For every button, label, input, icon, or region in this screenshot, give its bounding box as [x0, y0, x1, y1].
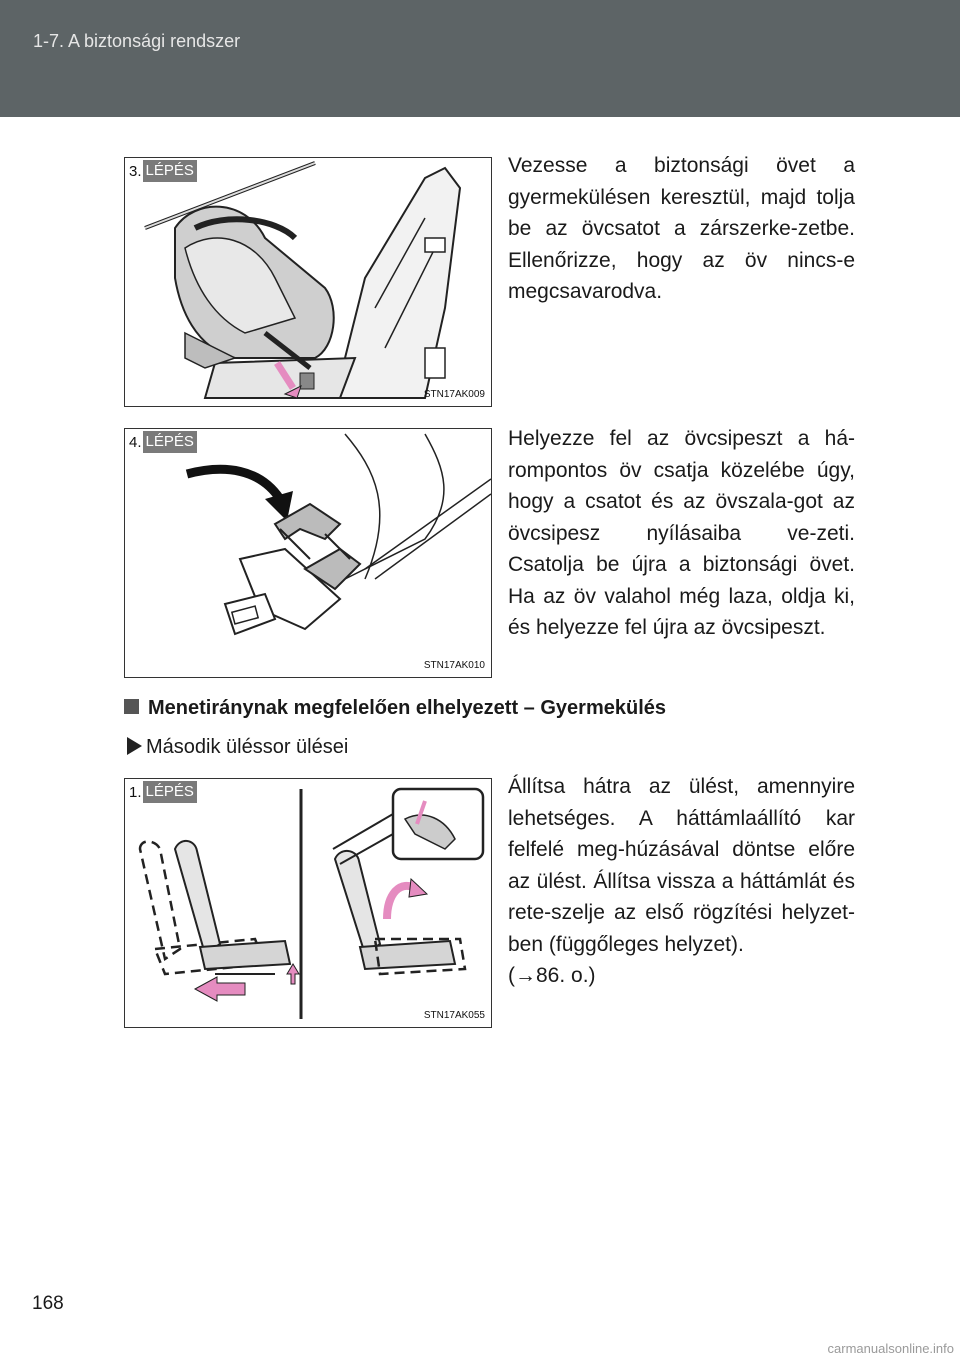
- square-bullet-icon: [124, 699, 139, 714]
- step3-text: Vezesse a biztonsági övet a gyermekülésen keresztül, majd tolja be az övcsatot a zárszerke-zetbe. Ellenőrizze, hogy az öv nincs-e megcsavarodva.: [508, 154, 855, 303]
- step4-illustration: [124, 428, 492, 678]
- section-heading: [124, 697, 666, 720]
- step1-illustration: [124, 778, 492, 1028]
- step1-text: [508, 771, 855, 992]
- step-badge: [127, 431, 197, 453]
- step-badge: [127, 781, 197, 803]
- step-label: LÉPÉS: [143, 431, 197, 453]
- seat-adjust-illustration: [125, 779, 491, 1027]
- step-number: 3.: [129, 162, 142, 180]
- step-number: 1.: [129, 783, 142, 801]
- child-seat-belt-illustration: [125, 158, 491, 406]
- step-label: LÉPÉS: [143, 781, 197, 803]
- figure-code: STN17AK009: [423, 389, 485, 400]
- step-label: LÉPÉS: [143, 160, 197, 182]
- figure-code: STN17AK010: [423, 660, 485, 671]
- step-number: 4.: [129, 433, 142, 451]
- belt-clip-illustration: [125, 429, 491, 677]
- subheading-text: Második üléssor ülései: [146, 736, 349, 758]
- watermark: carmanualsonline.info: [827, 1341, 954, 1356]
- section-heading-text: Menetiránynak megfelelően elhelyezett – Gyermekülés: [148, 697, 666, 719]
- page-number: 168: [32, 1293, 64, 1314]
- step-badge: [127, 160, 197, 182]
- figure-code: STN17AK055: [423, 1010, 485, 1021]
- step1-body: Állítsa hátra az ülést, amennyire lehetséges. A háttámlaállító kar felfelé meg-húzásával döntse előre az ülést. Állítsa vissza a háttámlát és rete-szelje az első rögzítési helyzet-ben (függőleges helyzet).: [508, 775, 855, 956]
- step3-illustration: [124, 157, 492, 407]
- subheading: [127, 736, 348, 759]
- step4-text: Helyezze fel az övcsipeszt a há-rompontos öv csatja közelébe úgy, hogy a csatot és az övszala-got az övcsipesz nyílásaiba ve-zeti. Csatolja be újra a biztonsági övet. Ha az öv valahol még laza, oldja ki, és helyezze fel újra az övcsipeszt.: [508, 427, 855, 639]
- section-title: 1-7. A biztonsági rendszer: [33, 31, 241, 51]
- page-header: [0, 0, 960, 117]
- triangle-bullet-icon: [127, 737, 142, 755]
- page-reference[interactable]: (→86. o.): [508, 964, 596, 987]
